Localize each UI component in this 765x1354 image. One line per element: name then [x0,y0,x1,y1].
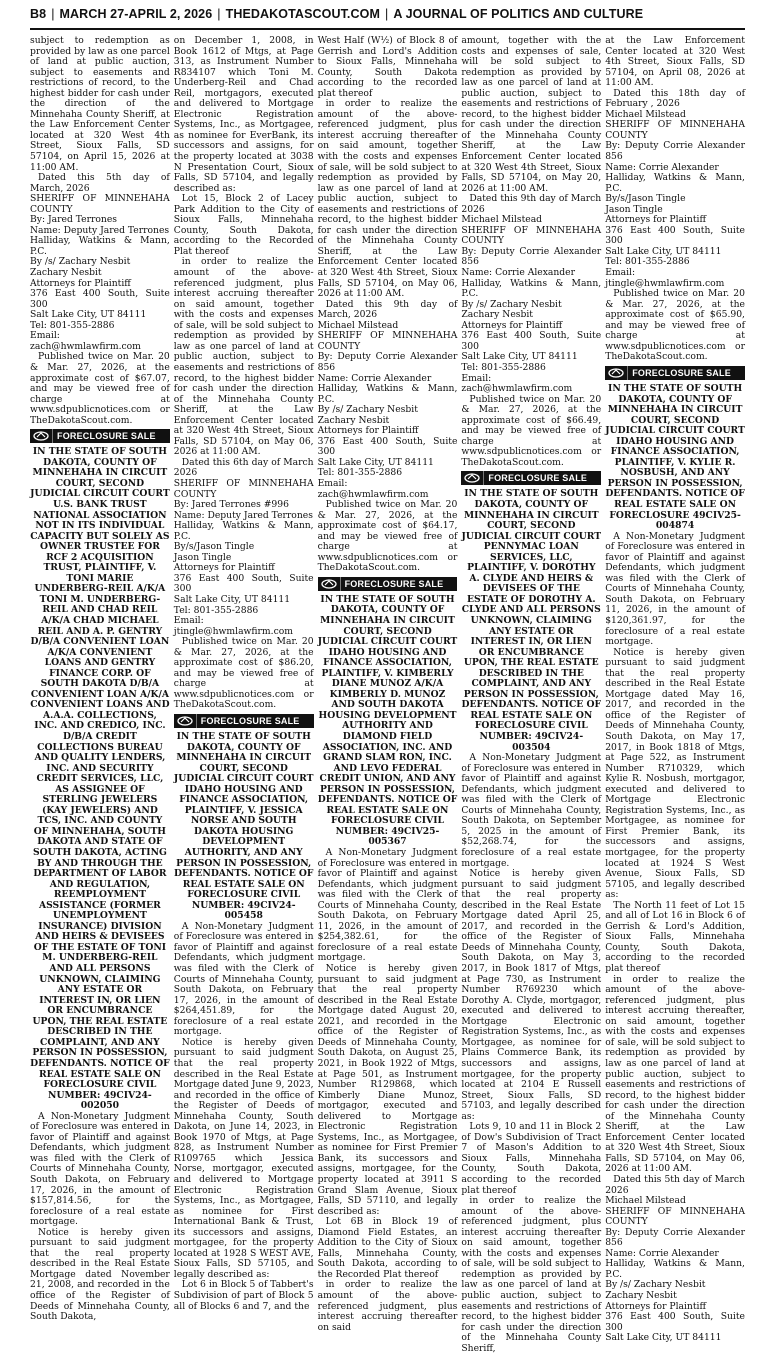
notice-paragraph: Notice is hereby given pursuant to said judgment that the real property described in the Real Estate Mortgage dated November 21, 2008, and recorded in the office of the Register of Deeds of Minnehaha County, South Dakota, [30,1226,170,1323]
notice-paragraph: Lot 6B in Block 19 of Diamond Field Estates, an Addition to the City of Sioux Falls, Minnehaha County, South Dakota, according to the Recorded Plat thereof [317,1216,458,1280]
notice-paragraph: By/s/Jason Tingle [605,193,686,205]
notice-paragraph: Email: jtingle@hwmlawfirm.com [173,615,293,637]
notice-paragraph: By: Deputy Corrie Alexander 856 [605,140,745,163]
notice-paragraph: Name: Deputy Jared Terrones [30,224,170,236]
notice-paragraph: Tel: 801-355-2886 [30,319,115,331]
foreclosure-sale-banner [174,714,314,728]
banner-label: FORECLOSURE SALE [57,430,156,441]
notice-paragraph: Halliday, Watkins & Mann, P.C. [317,383,458,405]
notice-paragraph: By /s/ Zachary Nesbit [30,256,131,268]
foreclosure-sale-banner [318,577,458,591]
notice-paragraph: Halliday, Watkins & Mann, P.C. [605,172,745,194]
notice-paragraph: A Non-Monetary Judgment of Foreclosure was entered in favor of Plaintiff and against Defendants, which judgment was filed with the Clerk of Courts of Minnehaha County, South Dakota, on February 11, 2026, in the amount of $120,361.97, for the foreclosure of a real estate mortgage. [605,530,745,648]
notice-paragraph: By: Deputy Corrie Alexander 856 [605,1226,745,1249]
notice-paragraph: in order to realize the amount of the above-referenced judgment, plus interest accruing thereafter, on said amount, together with the costs and expenses of sale, will be sold subject to redemption as provided by law as one parcel of land at public auction, subject to easements and restrictions of record, to the highest bidder for cash under the direction of the Minnehaha County Sheriff, at the Law Enforcement Center located at 320 West 4th Street, Sioux Falls, SD 57104, on May 06, 2026 at 11:00 AM. [605,973,745,1175]
banner-label: FORECLOSURE SALE [632,367,731,378]
notice-paragraph: 376 East 400 South, Suite 300 [605,224,745,247]
notice-paragraph: By: Deputy Corrie Alexander 856 [317,351,458,373]
notice-paragraph: at the Law Enforcement Center located at 320 West 4th Street, Sioux Falls, SD 57104, on April 08, 2026 at 11:00 AM. [605,35,745,89]
notice-paragraph: Tel: 801-355-2886 [461,361,546,373]
notice-paragraph: Dated this 6th day of March 2026 [173,456,314,479]
scout-logo-icon [461,471,484,485]
case-caption: IN THE STATE OF SOUTH DAKOTA, COUNTY OF MINNEHAHA IN CIRCUIT COURT, SECOND JUDICIAL CIRCUIT COURT U.S. BANK TRUST NATIONAL ASSOCIATION NOT IN ITS INDIVIDUAL CAPACITY BUT SOLELY AS OWNER TRUSTEE FOR RCF 2 ACQUISITION TRUST, PLAINTIFF, V. TONI MARIE UNDERBERG-REIL A/K/A TONI M. UNDERBERG-REIL AND CHAD REIL A/K/A CHAD MICHAEL REIL AND A. P. GENTRY D/B/A CONVENIENT LOAN A/K/A CONVENIENT LOANS AND GENTRY FINANCE CORP. OF SOUTH DAKOTA D/B/A CONVENIENT LOAN A/K/A CONVENIENT LOANS AND A.A.A. COLLECTIONS, INC. AND CREDICO, INC. D/B/A CREDIT COLLECTIONS BUREAU AND QUALITY LENDERS, INC. AND SECURITY CREDIT SERVICES, LLC, AS ASSIGNEE OF STERLING JEWELERS (KAY JEWELERS) AND TCS, INC. AND COUNTY OF MINNEHAHA, SOUTH DAKOTA AND STATE OF SOUTH DAKOTA, ACTING BY AND THROUGH THE DEPARTMENT OF LABOR AND REGULATION, REEMPLOYMENT ASSISTANCE (FORMER UNEMPLOYMENT INSURANCE) DIVISION AND HEIRS & DEVISEES OF THE ESTATE OF TONI M. UNDERBERG-REIL AND ALL PERSONS UNKNOWN, CLAIMING ANY ESTATE OR INTEREST IN, OR LIEN OR ENCUMBRANCE UPON, THE REAL ESTATE DESCRIBED IN THE COMPLAINT, AND ANY PERSON IN POSSESSION, DEFENDANTS. NOTICE OF REAL ESTATE SALE ON FORECLOSURE CIVIL NUMBER: 49CIV24-002050 [30,446,170,1112]
notice-paragraph: Salt Lake City, UT 84111 [605,1332,722,1344]
notice-paragraph: By /s/ Zachary Nesbit [461,298,562,310]
case-caption: IN THE STATE OF SOUTH DAKOTA, COUNTY OF MINNEHAHA IN CIRCUIT COURT, SECOND JUDICIAL CIRCUIT COURT IDAHO HOUSING AND FINANCE ASSOCIATION, PLAINTIFF, V. JESSICA NORSE AND SOUTH DAKOTA HOUSING DEVELOPMENT AUTHORITY, AND ANY PERSON IN POSSESSION, DEFENDANTS. NOTICE OF REAL ESTATE SALE ON FORECLOSURE CIVIL NUMBER: 49CIV24-005458 [173,731,314,922]
notice-paragraph: West Half (W½) of Block 8 of Gerrish and Lord's Addition to Sioux Falls, Minnehaha County, South Dakota according to the recorded plat thereof [317,35,458,99]
notice-paragraph: By: Deputy Corrie Alexander 856 [461,245,602,268]
notice-paragraph: SHERIFF OF MINNEHAHA COUNTY [317,330,458,352]
header-separator: | [51,7,55,21]
notice-paragraph: Dated this 18th day of February , 2026 [605,87,745,110]
notice-paragraph: Attorneys for Plaintiff [30,277,131,289]
notice-paragraph: Jason Tingle [605,203,663,215]
issue-date: MARCH 27-APRIL 2, 2026 [59,7,213,21]
notice-paragraph: Published twice on Mar. 20 & Mar. 27, 2026, at the approximate cost of $65.90, and may be viewed free of charge at www.sdpublicnotices.com or TheDakotaScout.com. [605,288,745,363]
notice-paragraph: Salt Lake City, UT 84111 [317,456,434,468]
notice-paragraph: Zachary Nesbit [317,414,390,426]
notice-paragraph: Attorneys for Plaintiff [461,319,563,331]
notice-paragraph: Salt Lake City, UT 84111 [461,351,578,363]
notice-paragraph: Salt Lake City, UT 84111 [30,309,147,321]
notice-paragraph: By: Jared Terrones [30,214,117,226]
foreclosure-sale-banner [605,366,745,380]
notice-paragraph: Michael Milstead [605,108,686,120]
notice-paragraph: 376 East 400 South, Suite 300 [30,288,170,310]
notice-paragraph: Notice is hereby given pursuant to said judgment that the real property described in the Real Estate Mortgage dated May 16, 2017, and recorded in the office of the Register of Deeds of Minnehaha County, South Dakota, on May 17, 2017, in Book 1818 of Mtgs, at Page 522, as Instrument Number R710329, which Kylie R. Nosbush, mortgagor, executed and delivered to Mortgage Electronic Registration Systems, Inc., as Mortgagee, as nominee for First Premier Bank, its successors and assigns, mortgagee, for the property located at 1924 S West Avenue, Sioux Falls, SD 57105, and legally described as: [605,646,745,901]
notice-paragraph: Tel: 801-355-2886 [605,256,690,268]
page-header [30,0,745,28]
notice-paragraph: Lots 9, 10 and 11 in Block 2 of Dow's Subdivision of Tract 7 of Mason's Addition to Sioux Falls, Minnehaha County, South Dakota, according to the recorded plat thereof [461,1121,602,1196]
scout-logo-icon [174,714,197,728]
notice-paragraph: Name: Corrie Alexander [605,161,719,173]
notice-paragraph: Halliday, Watkins & Mann, P.C. [605,1258,745,1280]
site-name: THEDAKOTASCOUT.COM [225,7,380,21]
notice-paragraph: Halliday, Watkins & Mann, P.C. [30,235,170,257]
notice-paragraph: Michael Milstead [605,1195,686,1207]
notice-paragraph: in order to realize the amount of the above-referenced judgment, plus interest accruing thereafter on said amount, together with the costs and expenses of sale, will be sold subject to redemption as provided by law as one parcel of land at public auction, subject to easements and restrictions of record, to the highest bidder for cash under the direction of the Minnehaha County Sheriff, [461,1195,602,1354]
header-rule [30,28,745,30]
notice-paragraph: Name: Corrie Alexander [605,1247,719,1259]
scout-logo-icon [605,366,628,380]
notice-paragraph: Email: jtingle@hwmlawfirm.com [605,267,725,289]
notice-paragraph: A Non-Monetary Judgment of Foreclosure was entered in favor of Plaintiff and against Defendants, which judgment was filed with the Clerk of Courts of Minnehaha County, South Dakota, on February 17, 2026, in the amount of $157,814.56, for the foreclosure of a real estate mortgage. [30,1110,170,1228]
notice-paragraph: By /s/ Zachary Nesbit [605,1279,706,1291]
notice-paragraph: Dated this 9th day of March, 2026 [317,298,458,321]
notice-paragraph: Published twice on Mar. 20 & Mar. 27, 2026, at the approximate cost of $66.49, and may be viewed free of charge at www.sdpublicnotices.com or TheDakotaScout.com. [461,393,602,468]
foreclosure-sale-banner [461,471,601,485]
notice-paragraph: Email: zach@hwmlawfirm.com [461,372,573,395]
notice-paragraph: Attorneys for Plaintiff [605,1300,707,1312]
column-1 [30,35,170,1323]
notice-paragraph: Name: Deputy Jared Terrones [173,509,313,521]
notice-paragraph: Notice is hereby given pursuant to said judgment that the real property described in the Real Estate Mortgage dated April 25, 2017, and recorded in the office of the Register of Deeds of Minnehaha County, South Dakota, on May 3, 2017, in Book 1817 of Mtgs, at Page 730, as Instrument Number R769230 which Dorothy A. Clyde, mortgagor, executed and delivered to Mortgage Electronic Registration Systems, Inc., as Mortgagee, as nominee for Plains Commerce Bank, its successors and assigns, mortgagee, for the property located at 2104 E Russell Street, Sioux Falls, SD 57103, and legally described as: [461,868,602,1122]
notice-paragraph: Published twice on Mar. 20 & Mar. 27, 2026, at the approximate cost of $67.07, and may be viewed free of charge at www.sdpublicnotices.com or TheDakotaScout.com. [30,351,170,426]
notice-paragraph: on December 1, 2008, in Book 1612 of Mtgs, at Page 313, as Instrument Number R834107 which Toni M. Underberg-Reil and Chad Reil, mortgagors, executed and delivered to Mortgage Electronic Registration Systems, Inc., as Mortgagee, as nominee for EverBank, its successors and assigns, for the property located at 3038 N Presentation Court, Sioux Falls, SD 57104, and legally described as: [173,35,314,194]
notice-paragraph: Published twice on Mar. 20 & Mar. 27, 2026, at the approximate cost of $86.20, and may be viewed free of charge at www.sdpublicnotices.com or TheDakotaScout.com. [173,636,314,711]
notice-paragraph: Salt Lake City, UT 84111 [173,593,291,605]
notice-paragraph: Lot 15, Block 2 of Lacey Park Addition to the City of Sioux Falls, Minnehaha County, South Dakota, according to the Recorded Plat thereof [173,193,314,257]
notice-paragraph: Dated this 5th day of March, 2026 [30,172,170,194]
notice-paragraph: Attorneys for Plaintiff [317,425,419,437]
notice-paragraph: Name: Corrie Alexander [317,372,432,384]
notice-paragraph: Attorneys for Plaintiff [173,562,275,574]
notice-paragraph: 376 East 400 South, Suite 300 [317,435,458,458]
notice-paragraph: Notice is hereby given pursuant to said judgment that the real property described in the Real Estate Mortgage dated August 20, 2021, and recorded in the office of the Register of Deeds of Minnehaha County, South Dakota, on August 25, 2021, in Book 1922 of Mtgs, at Page 501, as Instrument Number R129868, which Kimberly Diane Munoz, mortgagor, executed and delivered to Mortgage Electronic Registration Systems, Inc., as Mortgagee, as nominee for First Premier Bank, its successors and assigns, mortgagee, for the property located at 3911 S Grand Slam Avenue, Sioux Falls, SD 57110, and legally described as: [317,963,458,1217]
notice-paragraph: Michael Milstead [461,214,543,226]
notice-paragraph: SHERIFF OF MINNEHAHA COUNTY [30,193,170,215]
notice-paragraph: Salt Lake City, UT 84111 [605,245,722,257]
notice-paragraph: Email: zach@hwmlawfirm.com [317,477,429,500]
banner-label: FORECLOSURE SALE [344,578,444,589]
foreclosure-sale-banner [30,429,170,443]
notice-paragraph: SHERIFF OF MINNEHAHA COUNTY [173,477,314,500]
notice-paragraph: A Non-Monetary Judgment of Foreclosure was entered in favor of Plaintiff and against Defendants, which judgment was filed with the Clerk of Courts of Minnehaha County, South Dakota, on September 5, 2025 in the amount of $52,268.74, for the foreclosure of a real estate mortgage. [461,752,602,869]
notice-paragraph: Michael Milstead [317,319,399,331]
notice-paragraph: amount, together with the costs and expenses of sale, will be sold subject to redemption as provided by law as one parcel of land at public auction, subject to easements and restrictions of record, to the highest bidder for cash under the direction of the Minnehaha County Sheriff, at the Law Enforcement Center located at 320 West 4th Street, Sioux Falls, SD 57104, on May 20, 2026 at 11:00 AM. [461,35,602,194]
column-4 [461,35,602,1354]
notice-paragraph: Attorneys for Plaintiff [605,214,707,226]
notice-paragraph: SHERIFF OF MINNEHAHA COUNTY [461,224,602,247]
column-3 [317,35,458,1333]
notice-paragraph: Lot 6 in Block 5 of Tabbert's Subdivision of part of Block 5 all of Blocks 6 and 7, and the [173,1279,314,1312]
notice-paragraph: Zachary Nesbit [461,309,533,321]
notice-paragraph: Email: zach@hwmlawfirm.com [30,330,141,352]
notice-paragraph: in order to realize the amount of the above-referenced judgment, plus interest accruing thereafter on said amount, together with the costs and expenses of sale, will be sold subject to redemption as provided by law as one parcel of land at public auction, subject to easements and restrictions of record, to the highest bidder for cash under the direction of the Minnehaha County Sheriff, at the Law Enforcement Center located at 320 West 4th Street, Sioux Falls, SD 57104, on May 06, 2026 at 11:00 AM. [317,98,458,300]
notice-paragraph: A Non-Monetary Judgment of Foreclosure was entered in favor of Plaintiff and against Defendants, which judgment was filed with the Clerk of Courts of Minnehaha County, South Dakota, on February 17, 2026, in the amount of $264,451.89, for the foreclosure of a real estate mortgage. [173,920,314,1038]
notice-paragraph: SHERIFF OF MINNEHAHA COUNTY [605,1205,745,1228]
legal-notices [30,35,745,1354]
notice-paragraph: SHERIFF OF MINNEHAHA COUNTY [605,119,745,141]
page-number: B8 [30,7,47,21]
notice-paragraph: Halliday, Watkins & Mann, P.C. [461,277,602,300]
banner-label: FORECLOSURE SALE [488,473,588,484]
notice-paragraph: Halliday, Watkins & Mann, P.C. [173,520,314,542]
scout-logo-icon [30,429,53,443]
notice-paragraph: Published twice on Mar. 20 & Mar. 27, 2026, at the approximate cost of $64.17, and may be viewed free of charge at www.sdpublicnotices.com or TheDakotaScout.com. [317,499,458,574]
notice-paragraph: in order to realize the amount of the above-referenced judgment, plus interest accruing thereafter on said amount, together with the costs and expenses of sale, will be sold subject to redemption as provided by law as one parcel of land at public auction, subject to easements and restrictions of record, to the highest bidder for cash under the direction of the Minnehaha County Sheriff, at the Law Enforcement Center located at 320 West 4th Street, Sioux Falls, SD 57104, on May 06, 2026 at 11:00 AM. [173,256,314,458]
tagline: A JOURNAL OF POLITICS AND CULTURE [393,7,644,21]
notice-paragraph: By/s/Jason Tingle [173,541,255,553]
case-caption: IN THE STATE OF SOUTH DAKOTA, COUNTY OF MINNEHAHA IN CIRCUIT COURT, SECOND JUDICIAL CIRCUIT COURT IDAHO HOUSING AND FINANCE ASSOCIATION, PLAINTIFF, V. KYLIE R. NOSBUSH, AND ANY PERSON IN POSSESSION, DEFENDANTS. NOTICE OF REAL ESTATE SALE ON FORECLOSURE 49CIV25-004874 [605,382,745,532]
notice-paragraph: 376 East 400 South, Suite 300 [605,1311,745,1333]
header-separator: | [384,7,389,21]
notice-paragraph: The North 11 feet of Lot 15 and all of Lot 16 in Block 6 of Gerrish & Lord's Addition, Sioux Falls, Minnehaha County, South Dakota, according to the recorded plat thereof [605,899,745,975]
notice-paragraph: Dated this 5th day of March 2026 [605,1173,745,1196]
column-5 [605,35,745,1344]
notice-paragraph: By: Jared Terrones #996 [173,499,289,511]
notice-paragraph: Tel: 801-355-2886 [317,467,403,479]
scout-logo-icon [318,577,341,591]
notice-paragraph: subject to redemption as provided by law as one parcel of land at public auction, subject to easements and restrictions of record, to the highest bidder for cash under the direction of the Minnehaha County Sheriff, at the Law Enforcement Center located at 320 West 4th Street, Sioux Falls, SD 57104, on April 15, 2026 at 11:00 AM. [30,35,170,173]
notice-paragraph: Jason Tingle [173,551,232,563]
notice-paragraph: Dated this 9th day of March 2026 [461,193,602,215]
notice-paragraph: By /s/ Zachary Nesbit [317,404,418,416]
notice-paragraph: Zachary Nesbit [605,1289,677,1301]
banner-label: FORECLOSURE SALE [200,715,300,726]
notice-paragraph: Tel: 801-355-2886 [173,604,259,616]
header-separator: | [217,7,221,21]
notice-paragraph: 376 East 400 South, Suite 300 [461,330,602,352]
case-caption: IN THE STATE OF SOUTH DAKOTA, COUNTY OF MINNEHAHA IN CIRCUIT COURT, SECOND JUDICIAL CIRCUIT COURT IDAHO HOUSING AND FINANCE ASSOCIATION, PLAINTIFF, V. KIMBERLY DIANE MUNOZ A/K/A KIMBERLY D. MUNOZ AND SOUTH DAKOTA HOUSING DEVELOPMENT AUTHORITY AND DIAMOND FIELD ASSOCIATION, INC. AND GRAND SLAM RON, INC. AND LEVO FEDERAL CREDIT UNION, AND ANY PERSON IN POSSESSION, DEFENDANTS. NOTICE OF REAL ESTATE SALE ON FORECLOSURE CIVIL NUMBER: 49CIV25-005367 [317,593,458,848]
notice-paragraph: in order to realize the amount of the above-referenced judgment, plus interest accruing thereafter on said [317,1279,458,1333]
notice-paragraph: Zachary Nesbit [30,267,102,279]
notice-paragraph: 376 East 400 South, Suite 300 [173,572,314,595]
case-caption: IN THE STATE OF SOUTH DAKOTA, COUNTY OF MINNEHAHA IN CIRCUIT COURT, SECOND JUDICIAL CIRCUIT COURT PENNYMAC LOAN SERVICES, LLC, PLAINTIFF, V. DOROTHY A. CLYDE AND HEIRS & DEVISEES OF THE ESTATE OF DOROTHY A. CLYDE AND ALL PERSONS UNKNOWN, CLAIMING ANY ESTATE OR INTEREST IN, OR LIEN OR ENCUMBRANCE UPON, THE REAL ESTATE DESCRIBED IN THE COMPLAINT, AND ANY PERSON IN POSSESSION, DEFENDANTS. NOTICE OF REAL ESTATE SALE ON FORECLOSURE CIVIL NUMBER: 49CIV24-003504 [461,488,602,753]
notice-paragraph: Notice is hereby given pursuant to said judgment that the real property described in the Real Estate Mortgage dated June 9, 2023, and recorded in the office of the Register of Deeds of Minnehaha County, South Dakota, on June 14, 2023, in Book 1970 of Mtgs, at Page 828, as Instrument Number R109765 which Jessica Norse, mortgagor, executed and delivered to Mortgage Electronic Registration Systems, Inc., as Mortgagee, as nominee for First International Bank & Trust, its successors and assigns, mortgagee, for the property located at 1928 S WEST AVE, Sioux Falls, SD 57105, and legally described as: [173,1036,314,1280]
column-2 [173,35,314,1312]
notice-paragraph: A Non-Monetary Judgment of Foreclosure was entered in favor of Plaintiff and against Defendants, which judgment was filed with the Clerk of Courts of Minnehaha County, South Dakota, on February 11, 2026, in the amount of $254,382.61, for the foreclosure of a real estate mortgage. [317,847,458,964]
notice-paragraph: Name: Corrie Alexander [461,267,576,279]
